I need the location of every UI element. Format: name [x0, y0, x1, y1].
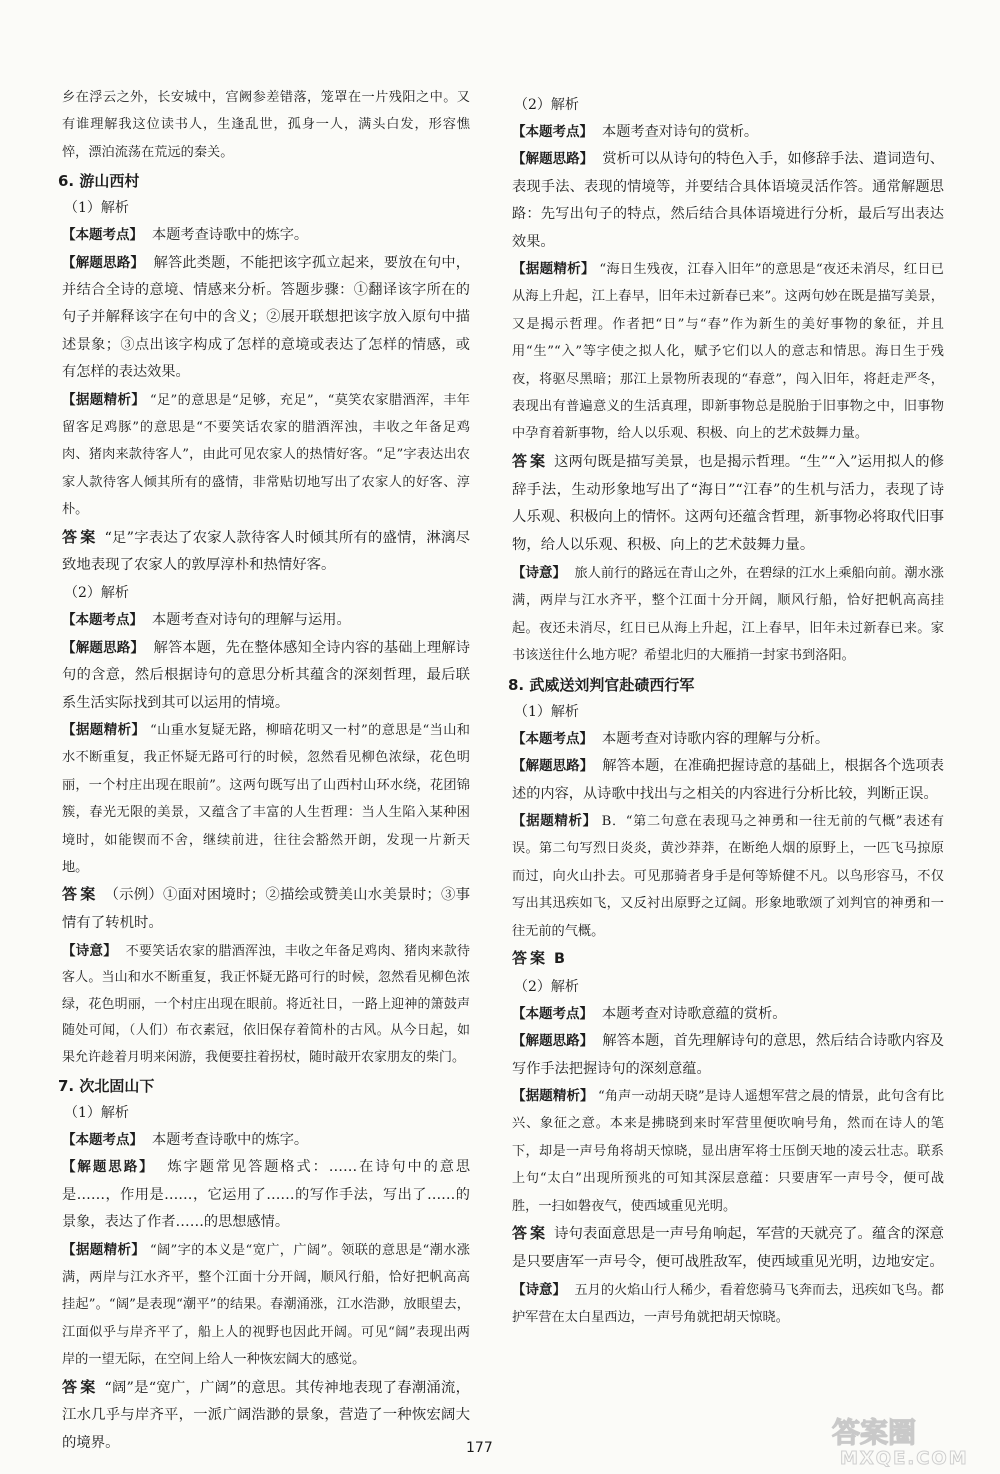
silu-tag: 【解题思路】 [62, 639, 145, 656]
shiyi-text: 五月的火焰山行人稀少，看着您骑马飞奔而去，迅疾如飞鸟。都护军营在太白星西边，一声号角就把胡天惊晓。 [512, 1282, 944, 1325]
jingxi-tag: 【据题精析】 [62, 721, 146, 738]
silu-tag: 【解题思路】 [512, 758, 594, 775]
q8-p2-kaodian [512, 1001, 944, 1028]
q7-p2-answer [512, 448, 944, 560]
silu-text: 解答本题，在准确把握诗意的基础上，根据各个选项表述的内容，从诗歌中找出与之相关的内容进行分析比较，判断正误。 [512, 758, 944, 802]
kaodian-text: 本题考查诗歌中的炼字。 [152, 227, 309, 244]
kaodian-tag: 【本题考点】 [62, 1131, 143, 1148]
q6-part1-label: （1）解析 [64, 200, 129, 217]
q7-p1-jingxi [62, 1237, 470, 1374]
jingxi-tag: 【据题精析】 [62, 391, 146, 408]
answer-label: 答案 [62, 527, 99, 546]
q6-p1-jingxi [62, 387, 470, 524]
jingxi-tag: 【据题精析】 [512, 261, 595, 278]
q8-p1-kaodian [512, 726, 944, 753]
page-number: 177 [466, 1440, 493, 1456]
answer-label: 答案 [512, 948, 549, 967]
q8-p1-answer [512, 945, 944, 974]
silu-text: 解答本题，首先理解诗句的意思，然后结合诗歌内容及写作手法把握诗句的深刻意蕴。 [512, 1033, 944, 1077]
shiyi-text: 旅人前行的路远在青山之外，在碧绿的江水上乘船向前。潮水涨满，两岸与江水齐平，整个江面十分开阔，顺风行船，恰好把帆高高挂起。夜还未消尽，红日已从海上升起，江上春早，旧年未过新春已来。家书该送往什么地方呢？希望北归的大雁捎一封家书到洛阳。 [512, 566, 944, 664]
shiyi-text: 不要笑话农家的腊酒浑浊，丰收之年备足鸡肉、猪肉来款待客人。当山和水不断重复，我正怀疑无路可行的时候，忽然看见柳色浓绿，花色明丽，一个村庄出现在眼前。将近社日，一路上迎神的箫鼓声随处可闻，（人们）布衣素冠，依旧保存着简朴的古风。从今日起，如果允许趁着月明来闲游，我便要拄着拐杖，随时敲开农家朋友的柴门。 [62, 943, 470, 1065]
jingxi-tag: 【据题精析】 [512, 812, 597, 829]
jingxi-text: “阔”字的本义是“宽广，广阔”。领联的意思是“潮水涨满，两岸与江水齐平，整个江面十分开阔，顺风行船，恰好把帆高高挂起”。“阔”是表现“潮平”的结果。春潮涌涨，江水浩渺，放眼望去，江面似乎与岸齐平了，船上人的视野也因此开阔。可见“阔”表现出两岸的一望无际，在空间上给人一种恢宏阔大的感觉。 [62, 1242, 470, 1368]
kaodian-text: 本题考查对诗句的赏析。 [602, 124, 759, 140]
answer-text: （示例）①面对困境时；②描绘或赞美山水美景时；③事情有了转机时。 [62, 887, 470, 932]
silu-tag: 【解题思路】 [512, 151, 594, 168]
jingxi-text: “海日生残夜，江春入旧年”的意思是“夜还未消尽，红日已从海上升起，江上春早，旧年未过新春已来”。这两句妙在既是描写美景，又是揭示哲理。作者把“日”与“春”作为新生的美好事物的象征，并且用“生”“入”等字使之拟人化，赋予它们以人的意志和情思。海日生于残夜，将驱尽黑暗；那江上景物所表现的“春意”，闯入旧年，将赶走严冬，表现出有普遍意义的生活真理，即新事物总是脱胎于旧事物之中，旧事物中孕育着新事物，给人以乐观、积极、向上的艺术鼓舞力量。 [512, 262, 944, 442]
watermark-logo [812, 1410, 992, 1470]
q6-p2-kaodian [62, 607, 470, 634]
q6-p1-answer [62, 524, 470, 581]
q7-p1-silu [62, 1154, 470, 1236]
intro-poem-meaning: 乡在浮云之外，长安城中，宫阙参差错落，笼罩在一片残阳之中。又有谁理解我这位读书人，生逢乱世，孤身一人，满头白发，形容憔悴，漂泊流荡在荒远的秦关。 [62, 90, 470, 160]
shiyi-tag: 【诗意】 [512, 1281, 567, 1298]
jingxi-tag: 【据题精析】 [512, 1087, 594, 1104]
answer-text: “足”字表达了农家人款待客人时倾其所有的盛情，淋漓尽致地表现了农家人的敦厚淳朴和热情好客。 [62, 529, 470, 574]
watermark-line2: MXQE.COM [840, 1448, 969, 1469]
q8-p2-answer [512, 1220, 944, 1277]
answer-text: 这两句既是描写美景，也是揭示哲理。“生”“入”运用拟人的修辞手法，生动形象地写出了“海日”“江春”的生机与活力，表现了诗人乐观、积极向上的情怀。这两句还蕴含哲理，新事物必将取代旧事物，给人以乐观、积极、向上的艺术鼓舞力量。 [512, 453, 944, 554]
left-column [58, 84, 471, 1458]
answer-label: 答案 [512, 1223, 549, 1242]
q6-p2-answer [62, 881, 470, 938]
kaodian-text: 本题考查对诗歌内容的理解与分析。 [602, 730, 830, 747]
question-6-title: 6. 游山西村 [58, 172, 140, 191]
answer-text: 诗句表面意思是一声号角响起，军营的天就亮了。蕴含的深意是只要唐军一声号令，便可战胜敌军，使西域重见光明，边地安定。 [512, 1225, 944, 1270]
jingxi-text: “山重水复疑无路，柳暗花明又一村”的意思是“当山和水不断重复，我正怀疑无路可行的时候，忽然看见柳色浓绿，花色明丽，一个村庄出现在眼前”。这两句既写出了山西村山环水绕，花团锦簇，春光无限的美景，又蕴含了丰富的人生哲理：当人生陷入某种困境时，如能锲而不舍，继续前进，往往会豁然开朗，发现一片新天地。 [62, 722, 470, 875]
q8-part1-label: （1）解析 [514, 703, 579, 720]
q6-p1-silu [62, 250, 470, 387]
q8-p1-silu [512, 753, 944, 808]
kaodian-tag: 【本题考点】 [512, 124, 593, 140]
silu-tag: 【解题思路】 [512, 1033, 594, 1050]
q6-part2-label: （2）解析 [64, 585, 129, 602]
q7-p1-kaodian [62, 1127, 470, 1154]
silu-text: 炼字题常见答题格式：……在诗句中的意思是……，作用是……，它运用了……的写作手法，写出了……的景象，表达了作者……的思想感情。 [62, 1159, 471, 1231]
q7-shiyi [512, 560, 944, 670]
kaodian-tag: 【本题考点】 [512, 1005, 593, 1022]
q6-p1-kaodian [62, 222, 470, 249]
answer-text: “阔”是“宽广，广阔”的意思。其传神地表现了春潮涌流，江水几乎与岸齐平，一派广阔浩渺的景象，营造了一种恢宏阔大的境界。 [62, 1379, 470, 1452]
q7-part1-label: （1）解析 [64, 1104, 129, 1121]
answer-label: 答案 [62, 1377, 99, 1396]
jingxi-text: B．“第二句意在表现马之神勇和一往无前的气概”表述有误。第二句写烈日炎炎，黄沙莽莽，在断绝人烟的原野上，一匹飞马掠原而过，向火山扑去。可见那骑者身手是何等矫健不凡。以鸟形容马，不仅写出其迅疾如飞，又反衬出原野之辽阔。形象地歌颂了刘判官的神勇和一往无前的气概。 [512, 813, 944, 939]
answer-text: B [554, 950, 565, 967]
silu-text: 解答本题，先在整体感知全诗内容的基础上理解诗句的含意，然后根据诗句的意思分析其蕴含的深刻哲理，最后联系生活实际找到其可以运用的情境。 [62, 639, 470, 711]
jingxi-tag: 【据题精析】 [62, 1241, 146, 1258]
q6-p2-jingxi [62, 717, 470, 881]
q7-p1-answer [62, 1374, 470, 1458]
q6-shiyi [62, 938, 470, 1071]
kaodian-text: 本题考查对诗歌意蕴的赏析。 [602, 1005, 787, 1022]
jingxi-text: “足”的意思是“足够，充足”，“莫笑农家腊酒浑，丰年留客足鸡豚”的意思是“不要笑话农家的腊酒浑浊，丰收之年备足鸡肉、猪肉来款待客人”，由此可见农家人的热情好客。“足”字表达出农家人款待客人倾其所有的盛情，非常贴切地写出了农家人的好客、淳朴。 [62, 392, 470, 518]
q7-part2-label: （2）解析 [514, 97, 579, 113]
q6-p2-silu [62, 635, 470, 717]
kaodian-tag: 【本题考点】 [62, 227, 143, 244]
answer-label: 答案 [512, 451, 549, 470]
kaodian-tag: 【本题考点】 [512, 730, 593, 747]
q7-p2-kaodian [512, 119, 944, 146]
silu-tag: 【解题思路】 [62, 254, 145, 271]
right-column [508, 92, 945, 1331]
q8-p2-silu [512, 1028, 944, 1083]
question-7-title: 7. 次北固山下 [58, 1076, 155, 1095]
silu-text: 赏析可以从诗句的特色入手，如修辞手法、遣词造句、表现手法、表现的情境等，并要结合具体语境灵活作答。通常解题思路：先写出句子的特点，然后结合具体语境进行分析，最后写出表达效果。 [512, 151, 944, 250]
answer-label: 答案 [62, 885, 99, 904]
kaodian-text: 本题考查对诗句的理解与运用。 [152, 612, 351, 629]
q8-shiyi [512, 1277, 944, 1332]
kaodian-text: 本题考查诗歌中的炼字。 [152, 1131, 309, 1148]
q8-p1-jingxi [512, 808, 944, 945]
jingxi-text: “角声一动胡天晓”是诗人遥想军营之晨的情景，此句含有比兴、象征之意。本来是拂晓到来时军营里便吹响号角，然而在诗人的笔下，却是一声号角将胡天惊晓，显出唐军将士压倒天地的凌云壮志。联系上句“太白”出现所预兆的可知其深层意蕴：只要唐军一声号令，便可战胜，一扫如磐夜气，使西域重见光明。 [512, 1088, 945, 1214]
shiyi-tag: 【诗意】 [512, 565, 567, 582]
q7-p2-jingxi [512, 256, 944, 448]
shiyi-tag: 【诗意】 [62, 942, 117, 959]
watermark-line1: 答案圈 [832, 1416, 917, 1449]
silu-tag: 【解题思路】 [62, 1159, 155, 1176]
q8-part2-label: （2）解析 [514, 978, 579, 995]
question-8-title: 8. 武威送刘判官赴碛西行军 [508, 675, 695, 694]
silu-text: 解答此类题，不能把该字孤立起来，要放在句中，并结合全诗的意境、情感来分析。答题步骤：①翻译该字所在的句子并解释该字在句中的含义；②展开联想把该字放入原句中描述景象；③点出该字构成了怎样的意境或表达了怎样的情感，或有怎样的表达效果。 [62, 254, 470, 381]
q8-p2-jingxi [512, 1083, 944, 1220]
kaodian-tag: 【本题考点】 [62, 612, 143, 629]
q7-p2-silu [512, 146, 944, 256]
